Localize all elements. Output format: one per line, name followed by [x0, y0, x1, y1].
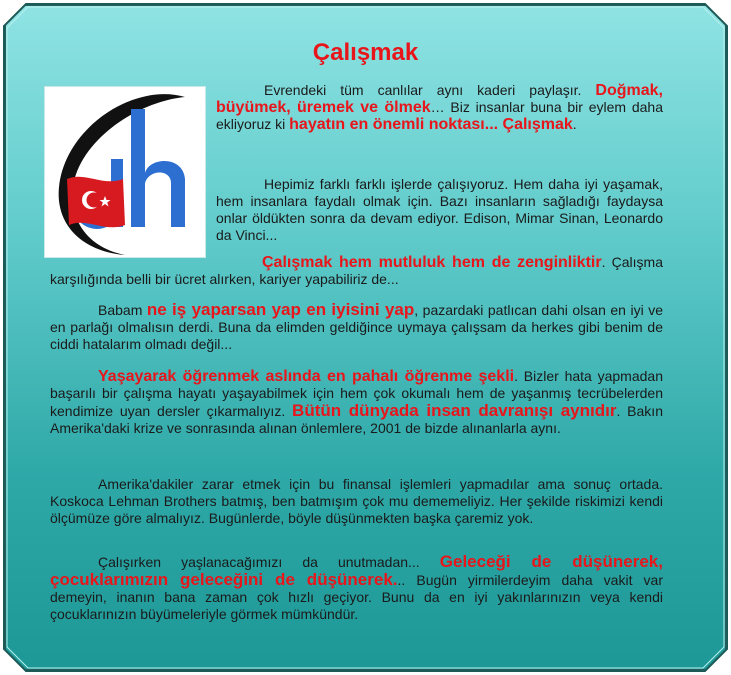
paragraph-7: Çalışırken yaşlanacağımızı da unutmadan... Geleceği de düşünerek, çocuklarımızın geleceğini de düşünerek... Bugün yirmilerdeyim daha vakit var demeyin, inanın bana zaman çok hızlı geçiyor. Bunu da en iyi yakınlarınızın veya kendi çocuklarınızın büyümeleriyle görmek mümkündür.: [50, 552, 663, 622]
dh-logo-icon: [44, 86, 206, 258]
page-title: Çalışmak: [312, 39, 419, 66]
paragraph-6: Amerika'dakiler zarar etmek için bu finansal işlemleri yapmadılar ama sonuç ortada. Koskoca Lehman Brothers batmış, ben batmışım çok mu dememeliyiz. Her şekilde riskimizi kendi ölçümüze göre almalıyız. Bugünlerde, böyle düşünmekten başka çaremiz yok.: [50, 476, 663, 526]
paragraph-1: Evrendeki tüm canlılar aynı kaderi paylaşır. Doğmak, büyümek, üremek ve ölmek… Biz insanlar buna bir eylem daha ekliyoruz ki hayatın en önemli noktası... Çalışmak.: [216, 82, 663, 133]
paragraph-3: Çalışmak hem mutluluk hem de zenginliktir. Çalışma karşılığında belli bir ücret alırken, kariyer yapabiliriz de...: [50, 254, 664, 287]
paragraph-2: Hepimiz farklı farklı işlerde çalışıyoruz. Hem daha iyi yaşamak, hem insanlara faydalı olmak için. Bazı insanların sağladığı faydaysa onlar öldükten sonra da devam ediyor. Edison, Mimar Sinan, Leonardo da Vinci...: [216, 176, 663, 243]
paragraph-5: Yaşayarak öğrenmek aslında en pahalı öğrenme şekli. Bizler hata yapmadan başarılı bir çalışma hayatı yaşayabilmek için hem çok okumalı hem de yaşanmış tecrübelerden kendimize uyan dersler çıkarmalıyız. Bütün dünyada insan davranışı aynıdır. Bakın Amerika'daki krize ve sonrasında alınan önlemlere, 2001 de bizde alınanlarla aynı.: [50, 368, 663, 436]
paragraph-4: Babam ne iş yaparsan yap en iyisini yap, pazardaki patlıcan dahi olsan en iyi ve en parlağı olmalısın derdi. Buna da elimden geldiğince uymaya çalışsam da herkes gibi benim de ciddi hatalarım olmadı değil...: [50, 300, 663, 352]
